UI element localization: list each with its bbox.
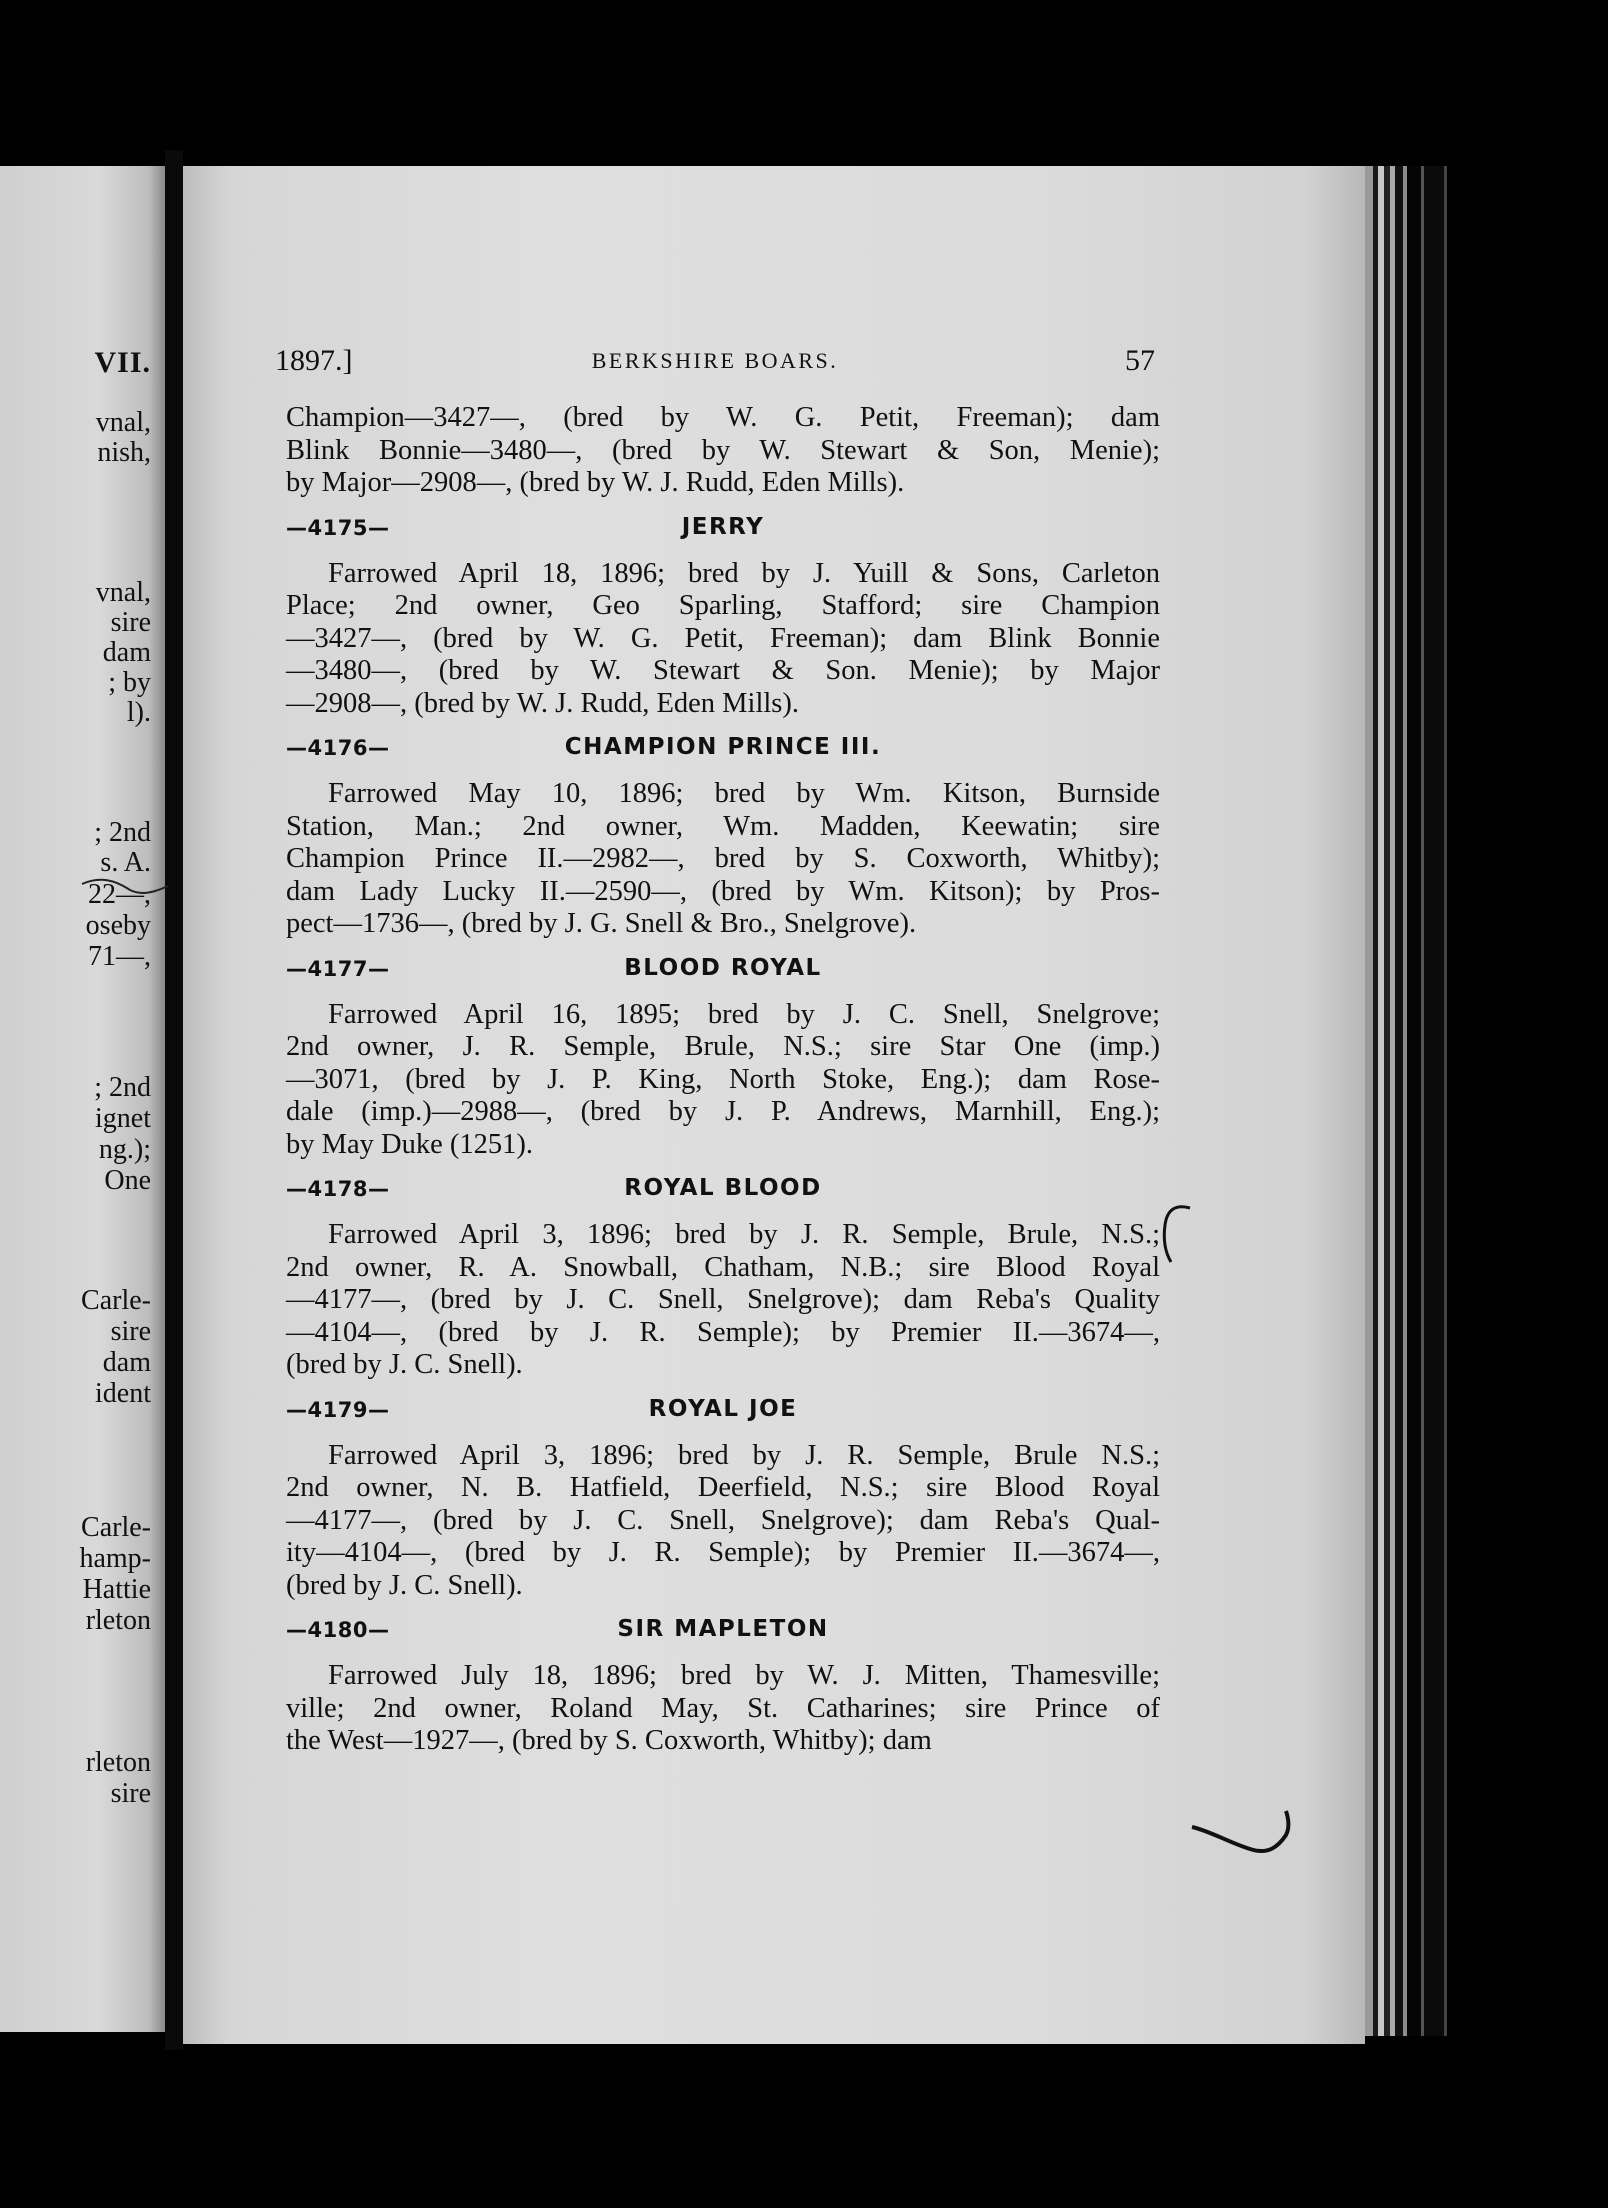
- left-page-text-fragment: dam: [102, 637, 151, 668]
- entry-name: ROYAL BLOOD: [624, 1175, 822, 1201]
- left-page-text-fragment: l).: [126, 697, 151, 728]
- left-page-text-fragment: rleton: [85, 1747, 151, 1778]
- entry-number: —4177—: [286, 956, 390, 981]
- entry-description: [286, 558, 1160, 721]
- left-page-text-fragment: dam: [102, 1347, 151, 1378]
- entry-description: [286, 999, 1160, 1162]
- text-line: Farrowed April 16, 1895; bred by J. C. Snell, Snelgrove;: [328, 998, 1160, 1030]
- continued-entry-text: [286, 402, 1160, 500]
- entry-description: [286, 1440, 1160, 1603]
- left-page-text-fragment: sire: [110, 1316, 151, 1347]
- text-line: ity—4104—, (bred by J. R. Semple); by Premier II.—3674—,: [286, 1537, 1160, 1568]
- text-line: ville; 2nd owner, Roland May, St. Catharines; sire Prince of: [286, 1692, 1160, 1724]
- left-page-text-fragment: ignet: [95, 1103, 151, 1134]
- left-page-text-fragment: oseby: [85, 910, 151, 941]
- running-head: [275, 344, 1155, 380]
- left-page-text-fragment: Hattie: [82, 1574, 151, 1605]
- entry-name: BLOOD ROYAL: [624, 954, 822, 981]
- text-line: the West—1927—, (bred by S. Coxworth, Whitby); dam: [286, 1725, 932, 1756]
- left-page-text-fragment: Carle-: [81, 1512, 151, 1543]
- entry-description: [286, 1219, 1160, 1382]
- left-page-text-fragment: 22—,: [88, 879, 151, 910]
- left-page-text-fragment: ; by: [108, 667, 151, 698]
- entry-number: —4178—: [286, 1177, 390, 1201]
- left-facing-page: [0, 166, 165, 2032]
- text-line: 2nd owner, J. R. Semple, Brule, N.S.; sire Star One (imp.): [286, 1031, 1160, 1062]
- left-page-text-fragment: ng.);: [98, 1134, 151, 1165]
- running-head-year: 1897.]: [275, 344, 353, 377]
- left-page-text-fragment: sire: [110, 1778, 151, 1809]
- left-page-text-fragment: nish,: [97, 437, 151, 468]
- text-line: dale (imp.)—2988—, (bred by J. P. Andrews, Marnhill, Eng.);: [286, 1096, 1160, 1127]
- text-line: by May Duke (1251).: [286, 1128, 533, 1160]
- book-gutter: [165, 150, 183, 2050]
- entry-description: [286, 1660, 1160, 1758]
- text-line: —4177—, (bred by J. C. Snell, Snelgrove); dam Reba's Qual-: [286, 1504, 1160, 1536]
- text-line: Champion Prince II.—2982—, bred by S. Coxworth, Whitby);: [286, 843, 1160, 874]
- running-head-title: BERKSHIRE BOARS.: [591, 348, 839, 373]
- left-page-text-fragment: ; 2nd: [94, 1072, 151, 1103]
- text-line: 2nd owner, N. B. Hatfield, Deerfield, N.S.; sire Blood Royal: [286, 1472, 1160, 1503]
- entry-name: CHAMPION PRINCE III.: [564, 734, 882, 760]
- entry-name: SIR MAPLETON: [617, 1616, 829, 1642]
- left-page-text-fragment: 71—,: [88, 941, 151, 972]
- text-line: (bred by J. C. Snell).: [286, 1349, 523, 1380]
- entry-heading: [286, 512, 1160, 548]
- text-line: —3071, (bred by J. P. King, North Stoke, Eng.); dam Rose-: [286, 1063, 1160, 1095]
- page-number: 57: [1125, 344, 1155, 377]
- left-page-text-fragment: VII.: [94, 346, 151, 379]
- pencil-mark-squiggle: [1190, 1805, 1300, 1865]
- left-page-text-fragment: rleton: [85, 1605, 151, 1636]
- text-line: Farrowed May 10, 1896; bred by Wm. Kitson, Burnside: [328, 778, 1160, 809]
- entry-heading: [286, 1614, 1160, 1650]
- entry-name: ROYAL JOE: [648, 1395, 798, 1422]
- entry-number: —4179—: [286, 1397, 390, 1422]
- pencil-mark-margin: [80, 870, 170, 900]
- page-edges: [1365, 166, 1505, 2036]
- text-line: Place; 2nd owner, Geo Sparling, Stafford; sire Champion: [286, 590, 1160, 621]
- text-line: Station, Man.; 2nd owner, Wm. Madden, Keewatin; sire: [286, 810, 1160, 842]
- left-page-text-fragment: hamp-: [79, 1543, 151, 1574]
- left-page-text-fragment: ; 2nd: [94, 817, 151, 848]
- left-page-text-fragment: ident: [95, 1378, 151, 1409]
- text-line: dam Lady Lucky II.—2590—, (bred by Wm. Kitson); by Pros-: [286, 875, 1160, 907]
- text-line: 2nd owner, R. A. Snowball, Chatham, N.B.; sire Blood Royal: [286, 1251, 1160, 1283]
- entry-heading: [286, 953, 1160, 989]
- left-page-text-fragment: Carle-: [81, 1285, 151, 1316]
- text-line: Champion—3427—, (bred by W. G. Petit, Freeman); dam: [286, 402, 1160, 433]
- text-line: Farrowed April 3, 1896; bred by J. R. Semple, Brule, N.S.;: [328, 1219, 1160, 1250]
- text-line: —3480—, (bred by W. Stewart & Son. Menie); by Major: [286, 655, 1160, 686]
- entry-heading: [286, 1173, 1160, 1209]
- text-line: Blink Bonnie—3480—, (bred by W. Stewart & Son, Menie);: [286, 434, 1160, 466]
- text-line: by Major—2908—, (bred by W. J. Rudd, Eden Mills).: [286, 467, 905, 498]
- left-page-text-fragment: One: [104, 1165, 151, 1196]
- pencil-mark-bracket: [1145, 1200, 1195, 1270]
- left-page-text-fragment: vnal,: [95, 577, 151, 608]
- text-line: Farrowed April 18, 1896; bred by J. Yuill & Sons, Carleton: [328, 557, 1160, 589]
- text-line: Farrowed July 18, 1896; bred by W. J. Mitten, Thamesville;: [328, 1660, 1160, 1691]
- text-line: —4104—, (bred by J. R. Semple); by Premier II.—3674—,: [286, 1316, 1160, 1348]
- text-line: Farrowed April 3, 1896; bred by J. R. Semple, Brule N.S.;: [328, 1439, 1160, 1471]
- text-line: —4177—, (bred by J. C. Snell, Snelgrove); dam Reba's Quality: [286, 1284, 1160, 1315]
- text-line: —3427—, (bred by W. G. Petit, Freeman); dam Blink Bonnie: [286, 622, 1160, 654]
- entry-number: —4176—: [286, 736, 390, 760]
- left-page-text-fragment: vnal,: [95, 407, 151, 438]
- left-page-text-fragment: sire: [110, 607, 151, 638]
- entry-description: [286, 778, 1160, 941]
- entry-name: JERRY: [681, 513, 765, 540]
- entry-heading: [286, 732, 1160, 768]
- entry-number: —4175—: [286, 515, 390, 540]
- left-page-text-fragment: s. A.: [100, 847, 151, 878]
- text-line: (bred by J. C. Snell).: [286, 1569, 523, 1601]
- entry-number: —4180—: [286, 1618, 390, 1642]
- entry-heading: [286, 1394, 1160, 1430]
- text-line: —2908—, (bred by W. J. Rudd, Eden Mills).: [286, 687, 799, 719]
- page-body: [286, 402, 1160, 1758]
- text-line: pect—1736—, (bred by J. G. Snell & Bro., Snelgrove).: [286, 908, 917, 939]
